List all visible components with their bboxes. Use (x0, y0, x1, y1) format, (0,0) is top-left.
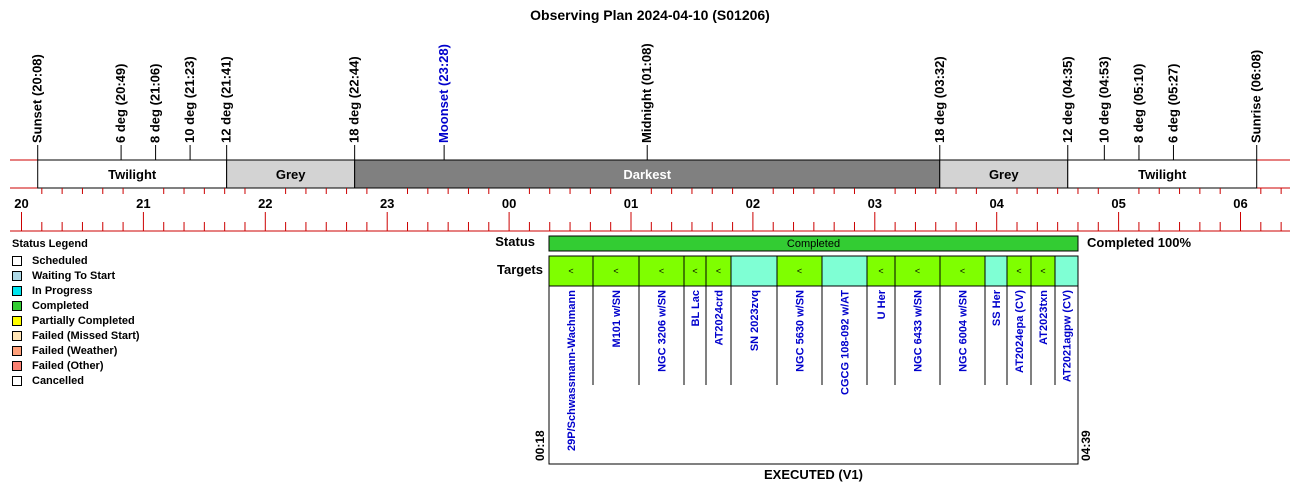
target-name: M101 w/SN (611, 290, 623, 348)
sky-band-label: Darkest (623, 167, 672, 182)
legend-item (12, 253, 140, 268)
observing-block (495, 234, 1191, 482)
target-marker: < (959, 266, 966, 276)
event-label: 12 deg (21:41) (218, 56, 234, 143)
sky-bands (10, 160, 1290, 188)
legend-label: In Progress (32, 284, 93, 297)
legend-swatch (12, 286, 22, 296)
target-marker: < (692, 266, 698, 276)
target-name: AT2021agpw (CV) (1061, 290, 1074, 383)
axis-tick-label: 20 (14, 196, 29, 211)
target-name: NGC 6004 w/SN (957, 290, 970, 372)
axis-tick-label: 02 (745, 196, 761, 211)
legend-item (12, 343, 140, 358)
legend-item (12, 328, 140, 343)
target-status-cell (985, 256, 1007, 286)
target-name: AT2024epa (CV) (1014, 290, 1026, 373)
axis-tick-label: 01 (623, 196, 639, 211)
target-name: NGC 6433 w/SN (912, 290, 925, 372)
axis-tick-label: 04 (989, 196, 1004, 211)
legend-item (12, 358, 140, 373)
legend-swatch (12, 346, 22, 356)
legend-label: Completed (32, 299, 89, 312)
legend-item (12, 313, 140, 328)
legend-item (12, 373, 140, 388)
event-label: 6 deg (05:27) (1165, 63, 1181, 143)
event-label: 8 deg (21:06) (147, 63, 163, 143)
event-label: Midnight (01:08) (639, 43, 655, 143)
sky-band-label: Grey (988, 167, 1019, 182)
time-axis (10, 188, 1290, 231)
target-marker: < (613, 266, 619, 276)
target-name: SS Her (991, 290, 1003, 327)
event-label: 8 deg (05:10) (1130, 63, 1146, 143)
legend-swatch (12, 331, 22, 341)
target-status-cell (731, 256, 777, 286)
legend-label: Failed (Missed Start) (32, 329, 140, 342)
legend-swatch (12, 301, 22, 311)
block-start-time: 00:18 (533, 430, 547, 461)
legend-label: Cancelled (32, 374, 84, 387)
block-frame (549, 256, 1078, 464)
sky-band-label: Grey (275, 167, 306, 182)
legend-items (12, 253, 140, 388)
legend-label: Scheduled (32, 254, 88, 267)
target-name: SN 2023zvq (749, 290, 761, 352)
sky-band-label: Twilight (108, 167, 157, 182)
legend-label: Failed (Other) (32, 359, 104, 372)
event-label: 10 deg (21:23) (182, 56, 198, 143)
block-end-time: 04:39 (1079, 430, 1093, 461)
axis-tick-label: 03 (867, 196, 883, 211)
target-marker: < (658, 266, 665, 276)
legend-label: Waiting To Start (32, 269, 116, 282)
legend-title: Status Legend (12, 238, 88, 250)
legend-swatch (12, 316, 22, 326)
target-marker: < (1040, 266, 1046, 276)
event-label: 18 deg (03:32) (931, 56, 947, 143)
target-name: CGCG 108-092 w/AT (839, 290, 852, 395)
legend-item (12, 268, 140, 283)
legend-swatch (12, 271, 22, 281)
event-label: 10 deg (04:53) (1096, 56, 1112, 143)
target-marker: < (796, 266, 803, 276)
target-marker: < (878, 266, 884, 276)
chart-title: Observing Plan 2024-04-10 (S01206) (530, 7, 770, 23)
target-marker: < (568, 266, 574, 276)
target-marker: < (1016, 266, 1022, 276)
event-label: 12 deg (04:35) (1059, 56, 1075, 143)
status-summary: Completed 100% (1087, 235, 1192, 250)
legend-swatch (12, 361, 22, 371)
target-name: NGC 5630 w/SN (794, 290, 807, 372)
target-status-cell (822, 256, 867, 286)
target-name: AT2024crd (713, 290, 726, 346)
axis-tick-label: 05 (1111, 196, 1126, 211)
target-status-cell (1055, 256, 1078, 286)
axis-tick-label: 23 (379, 196, 395, 211)
target-marker: < (715, 266, 722, 276)
target-name: AT2023txn (1038, 290, 1050, 345)
legend-item (12, 283, 140, 298)
status-bar-text: Completed (786, 238, 841, 250)
event-label: 18 deg (22:44) (346, 56, 362, 143)
axis-tick-label: 22 (258, 196, 273, 211)
target-name: U Her (876, 290, 888, 320)
event-label: 6 deg (20:49) (113, 63, 129, 143)
sky-band-label: Twilight (1138, 167, 1187, 182)
axis-tick-label: 21 (136, 196, 151, 211)
legend-swatch (12, 256, 22, 266)
axis-tick-label: 06 (1233, 196, 1248, 211)
block-caption: EXECUTED (V1) (764, 467, 863, 482)
legend-item (12, 298, 140, 313)
event-label: Sunset (20:08) (29, 54, 45, 143)
legend-swatch (12, 376, 22, 386)
event-label: Sunrise (06:08) (1248, 49, 1264, 143)
legend-label: Failed (Weather) (32, 344, 118, 357)
target-name: BL Lac (690, 290, 702, 327)
target-name: NGC 3206 w/SN (656, 290, 669, 372)
legend-label: Partially Completed (32, 314, 135, 327)
event-label: Moonset (23:28) (436, 44, 452, 143)
status-row-label: Status (495, 234, 535, 249)
target-name: 29P/Schwassmann-Wachmann (566, 290, 578, 451)
event-markers (30, 43, 1264, 160)
status-legend (12, 238, 140, 388)
target-marker: < (914, 266, 921, 276)
targets-row-label: Targets (497, 262, 543, 277)
axis-tick-label: 00 (501, 196, 517, 211)
